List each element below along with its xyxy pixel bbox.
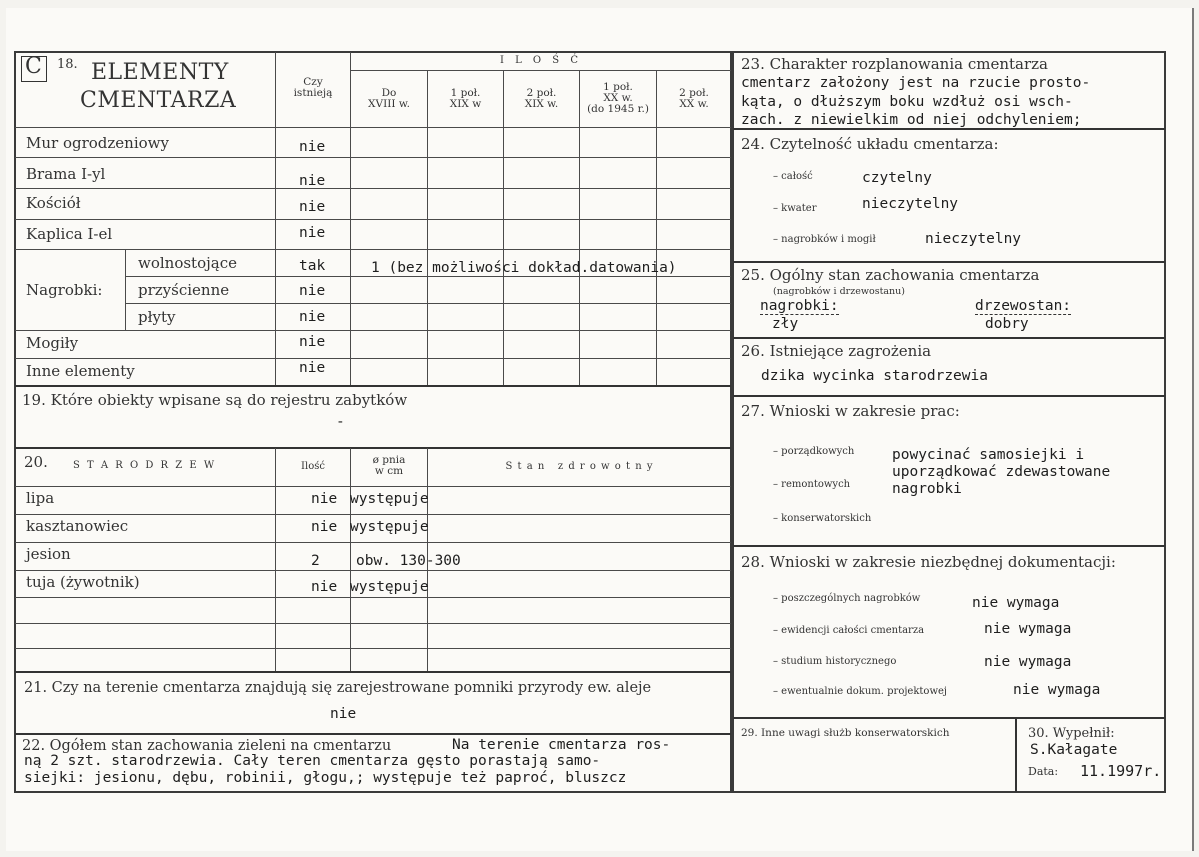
s20-title: S T A R O D R Z E W (73, 460, 217, 471)
row-mur-value: nie (299, 139, 326, 155)
s30-name: S.Kałagate (1030, 742, 1118, 758)
section-title-line2: CMENTARZA (80, 88, 237, 113)
s23-label: 23. Charakter rozplanowania cmentarza (741, 55, 1048, 73)
s24-kwater-value: nieczytelny (862, 196, 959, 212)
col-l2: XVIII w. (368, 98, 410, 110)
s27-value-line2: uporządkować zdewastowane (892, 464, 1111, 480)
s24-calosc-label: – całość (773, 171, 813, 182)
s27-remont-label: – remontowych (773, 479, 851, 490)
s19-label: 19. Które obiekty wpisane są do rejestru zabytków (22, 391, 408, 409)
col-l1: 2 poł. (526, 87, 557, 99)
row-kosciol-value: nie (299, 199, 326, 215)
s27-porz-label: – porządkowych (773, 446, 855, 457)
tree-row-rest: obw. 130-300 (356, 553, 461, 569)
col-l1: 1 poł. (603, 81, 633, 93)
col-l2: XX w. (679, 98, 709, 110)
s25-nagrobki-label: nagrobki: (760, 298, 839, 314)
col-l2: XX w. (603, 92, 633, 104)
col-l1: Do (381, 87, 397, 99)
s20-col-pnia (351, 455, 427, 477)
pnia-l2: w cm (374, 465, 404, 477)
row-inne-label: Inne elementy (26, 362, 135, 380)
section-number: 18. (57, 57, 78, 72)
s25-drzewostan-label: drzewostan: (975, 298, 1072, 314)
tree-row-name: tuja (żywotnik) (26, 573, 140, 591)
col-l3: (do 1945 r.) (587, 103, 649, 115)
s22-label: 22. Ogółem stan zachowania zieleni na cmentarzu (22, 738, 392, 754)
col-l2: XIX w (449, 98, 482, 110)
row-nagrobki-label: Nagrobki: (26, 281, 103, 299)
row-brama-label: Brama I-yl (26, 165, 106, 183)
s26-value: dzika wycinka starodrzewia (761, 368, 988, 384)
s20-number: 20. (24, 453, 48, 471)
s29-label: 29. Inne uwagi służb konserwatorskich (741, 727, 950, 739)
s25-drzewostan-value: dobry (985, 316, 1029, 332)
code-letter: C (25, 54, 43, 79)
s25-nagrobki-value: zły (772, 316, 799, 332)
s24-label: 24. Czytelność układu cmentarza: (741, 135, 999, 153)
s22-line2: ną 2 szt. starodrzewia. Cały teren cmentarza gęsto porastają samo- (24, 753, 601, 769)
col-2pol-xx (657, 88, 731, 110)
s20-col-ilosc: Ilość (301, 461, 325, 472)
ilosc-header: I L O Ś Ć (499, 55, 582, 66)
pnia-l1: ø pnia (372, 454, 406, 466)
row-wolnostojace-label: wolnostojące (138, 254, 237, 272)
s21-label: 21. Czy na terenie cmentarza znajdują się zarejestrowane pomniki przyrody ew. aleje (24, 680, 652, 696)
tree-row-ilosc: nie (311, 519, 338, 535)
tree-row-rest: występuje (350, 579, 429, 595)
col-l1: 1 poł. (450, 87, 481, 99)
czy-label: Czy (303, 76, 323, 88)
s28-item-label: – ewentualnie dokum. projektowej (773, 686, 948, 697)
row-mogily-value: nie (299, 334, 326, 350)
s28-item-label: – ewidencji całości cmentarza (773, 625, 925, 636)
s26-label: 26. Istniejące zagrożenia (741, 342, 932, 360)
s28-item-value: nie wymaga (1013, 682, 1101, 698)
s27-value-line3: nagrobki (892, 481, 962, 497)
row-plyty-label: płyty (138, 308, 176, 326)
tree-row-name: lipa (26, 489, 55, 507)
czy-istnieja-header (277, 77, 349, 99)
s30-data-label: Data: (1028, 765, 1059, 778)
s23-line2: kąta, o dłuższym boku wzdłuż osi wsch- (741, 94, 1073, 110)
right-column (732, 51, 1166, 793)
s27-label: 27. Wnioski w zakresie prac: (741, 402, 960, 420)
row-mur-label: Mur ogrodzeniowy (26, 134, 169, 152)
s28-item-label: – studium historycznego (773, 656, 897, 667)
col-l2: XIX w. (524, 98, 559, 110)
tree-row-name: jesion (26, 545, 71, 563)
s21-value: nie (330, 706, 357, 722)
row-inne-value: nie (299, 360, 326, 376)
row-mogily-label: Mogiły (26, 334, 79, 352)
tree-row-ilosc: 2 (311, 553, 320, 569)
s22-line3: siejki: jesionu, dębu, robinii, głogu,; występuje też paproć, bluszcz (24, 770, 627, 786)
s28-item-value: nie wymaga (984, 621, 1072, 637)
s20-col-stan: S t a n z d r o w o t n y (505, 461, 654, 472)
s23-line3: zach. z niewielkim od niej odchyleniem; (741, 112, 1082, 128)
row-wolnostojace-value: tak (299, 258, 326, 274)
istnieja-label: istnieją (293, 87, 333, 99)
s19-value: - (336, 414, 345, 430)
tree-row-rest: występuje (350, 491, 429, 507)
s22-line1: Na terenie cmentarza ros- (452, 737, 671, 753)
s25-sub: (nagrobków i drzewostanu) (773, 286, 905, 297)
row-przyscienne-label: przyścienne (138, 281, 230, 299)
s28-label: 28. Wnioski w zakresie niezbędnej dokumentacji: (741, 553, 1116, 571)
s24-nagrobkow-label: – nagrobków i mogił (773, 234, 876, 245)
s24-nagrobkow-value: nieczytelny (925, 231, 1022, 247)
s30-label: 30. Wypełnił: (1028, 726, 1115, 741)
s24-calosc-value: czytelny (862, 170, 932, 186)
col-do-xviii (351, 88, 427, 110)
col-1pol-xix (428, 88, 503, 110)
row-wolnostojace-note: 1 (bez możliwości dokład.datowania) (371, 260, 677, 276)
s28-item-value: nie wymaga (972, 595, 1060, 611)
col-1pol-xx (580, 82, 656, 115)
s24-kwater-label: – kwater (773, 203, 817, 214)
row-kaplica-label: Kaplica I-el (26, 225, 113, 243)
tree-row-ilosc: nie (311, 579, 338, 595)
s27-konserw-label: – konserwatorskich (773, 513, 872, 524)
s25-label: 25. Ogólny stan zachowania cmentarza (741, 266, 1040, 284)
s23-line1: cmentarz założony jest na rzucie prosto- (741, 75, 1091, 91)
row-kosciol-label: Kościół (26, 194, 81, 212)
tree-row-name: kasztanowiec (26, 517, 129, 535)
col-l1: 2 poł. (679, 87, 709, 99)
row-plyty-value: nie (299, 309, 326, 325)
row-brama-value: nie (299, 173, 326, 189)
col-2pol-xix (504, 88, 579, 110)
s27-value-line1: powycinać samosiejki i (892, 447, 1085, 463)
s28-item-value: nie wymaga (984, 654, 1072, 670)
row-kaplica-value: nie (299, 225, 326, 241)
section-title-line1: ELEMENTY (91, 60, 229, 85)
s30-data-value: 11.1997r. (1080, 762, 1162, 780)
s28-item-label: – poszczególnych nagrobków (773, 593, 921, 604)
tree-row-rest: występuje (350, 519, 429, 535)
tree-row-ilosc: nie (311, 491, 338, 507)
row-przyscienne-value: nie (299, 283, 326, 299)
